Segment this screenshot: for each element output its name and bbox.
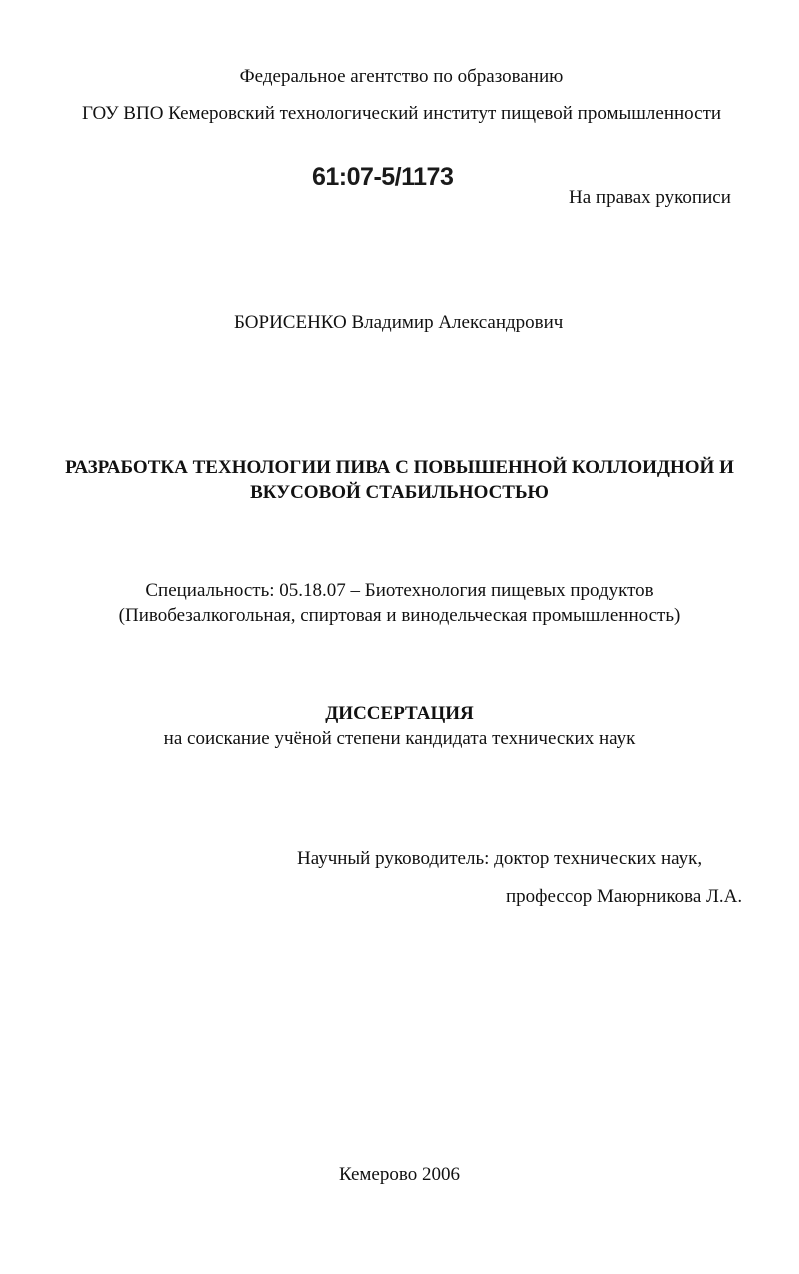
institute-name: ГОУ ВПО Кемеровский технологический институт пищевой промышленности (81, 103, 722, 124)
degree-line: на соискание учёной степени кандидата технических наук (163, 728, 636, 749)
author-name: БОРИСЕНКО Владимир Александрович (234, 312, 564, 333)
title-line-1: РАЗРАБОТКА ТЕХНОЛОГИИ ПИВА С ПОВЫШЕННОЙ КОЛЛОИДНОЙ И (65, 457, 734, 478)
supervisor-line-1: Научный руководитель: доктор технических наук, (297, 848, 703, 869)
city-year: Кемерово 2006 (339, 1164, 460, 1185)
rights-note: На правах рукописи (569, 187, 731, 208)
specialty-line-1: Специальность: 05.18.07 – Биотехнология пищевых продуктов (145, 580, 654, 601)
agency-name: Федеральное агентство по образованию (239, 66, 564, 87)
title-line-2: ВКУСОВОЙ СТАБИЛЬНОСТЬЮ (250, 482, 549, 503)
specialty-line-2: (Пивобезалкогольная, спиртовая и винодельческая промышленность) (118, 605, 681, 626)
catalog-number: 61:07-5/1173 (312, 163, 454, 191)
work-kind: ДИССЕРТАЦИЯ (325, 703, 474, 724)
supervisor-line-2: профессор Маюрникова Л.А. (506, 886, 743, 907)
